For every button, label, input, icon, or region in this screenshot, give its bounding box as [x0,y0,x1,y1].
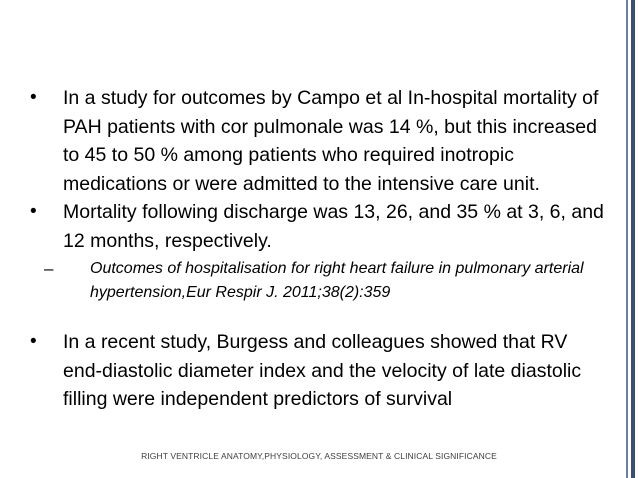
bullet-item [30,84,608,198]
sub-bullet-item [42,257,608,304]
spacer [30,304,608,328]
citation-text: Outcomes of hospitalisation for right heart failure in pulmonary arterial hypertension,Eur Respir J. 2011;38(2):359 [90,260,584,301]
bullet-marker: • [30,331,37,352]
sub-bullet-marker: – [44,259,54,278]
slide-footer: RIGHT VENTRICLE ANATOMY,PHYSIOLOGY, ASSESSMENT & CLINICAL SIGNIFICANCE [141,451,497,461]
bullet-marker: • [30,87,37,108]
border-line-inner [626,0,628,478]
decorative-border [614,0,638,478]
bullet-item [30,328,608,414]
slide-body [30,84,608,414]
bullet-text: In a study for outcomes by Campo et al In-hospital mortality of PAH patients with cor pulmonale was 14 %, but this increased to 45 to 50 % among patients who required inotropic medications or were admitted to the intensive care unit. [63,87,599,195]
bullet-item [30,198,608,255]
bullet-text: In a recent study, Burgess and colleagues showed that RV end-diastolic diameter index and the velocity of late diastolic filling were independent predictors of survival [63,331,582,410]
border-line-outer [631,0,635,478]
bullet-marker: • [30,201,37,222]
bullet-text: Mortality following discharge was 13, 26, and 35 % at 3, 6, and 12 months, respectively. [63,201,604,252]
